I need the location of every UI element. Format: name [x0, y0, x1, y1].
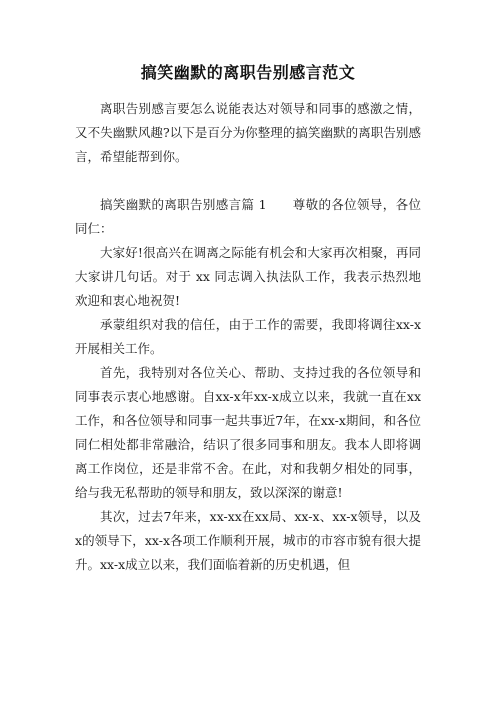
intro-paragraph: 离职告别感言要怎么说能表达对领导和同事的感激之情，又不失幽默风趣?以下是百分为你整理的搞笑幽默的离职告别感言，希望能帮到你。: [75, 101, 421, 164]
paragraph-spacer: [75, 169, 421, 193]
section-heading-paragraph: 搞笑幽默的离职告别感言篇 1 尊敬的各位领导，各位同仁：: [75, 197, 421, 236]
body-paragraph: 首先，我特别对各位关心、帮助、支持过我的各位领导和同事表示衷心地感谢。自xx-x年xx-x成立以来，我就一直在xx工作，和各位领导和同事一起共事近7年，在xx-x期间，和各位同仁相处都非常融洽，结识了很多同事和朋友。我本人即将调离工作岗位，还是非常不舍。在此，对和我朝夕相处的同事，给与我无私帮助的领导和朋友，致以深深的谢意!: [75, 365, 421, 500]
body-paragraph: 其次，过去7年来，xx-xx在xx局、xx-x、xx-x领导，以及x的领导下，xx-x各项工作顺利开展，城市的市容市貌有很大提升。xx-x成立以来，我们面临着新的历史机遇，但: [75, 509, 421, 572]
document-title: 搞笑幽默的离职告别感言范文: [140, 63, 356, 82]
body-paragraph: 大家好!很高兴在调离之际能有机会和大家再次相聚，再同大家讲几句话。对于 xx 同志调入执法队工作，我表示热烈地欢迎和衷心地祝贺!: [75, 245, 421, 308]
body-paragraph: 承蒙组织对我的信任，由于工作的需要，我即将调往xx-x开展相关工作。: [75, 317, 421, 356]
document-body: [75, 97, 421, 577]
